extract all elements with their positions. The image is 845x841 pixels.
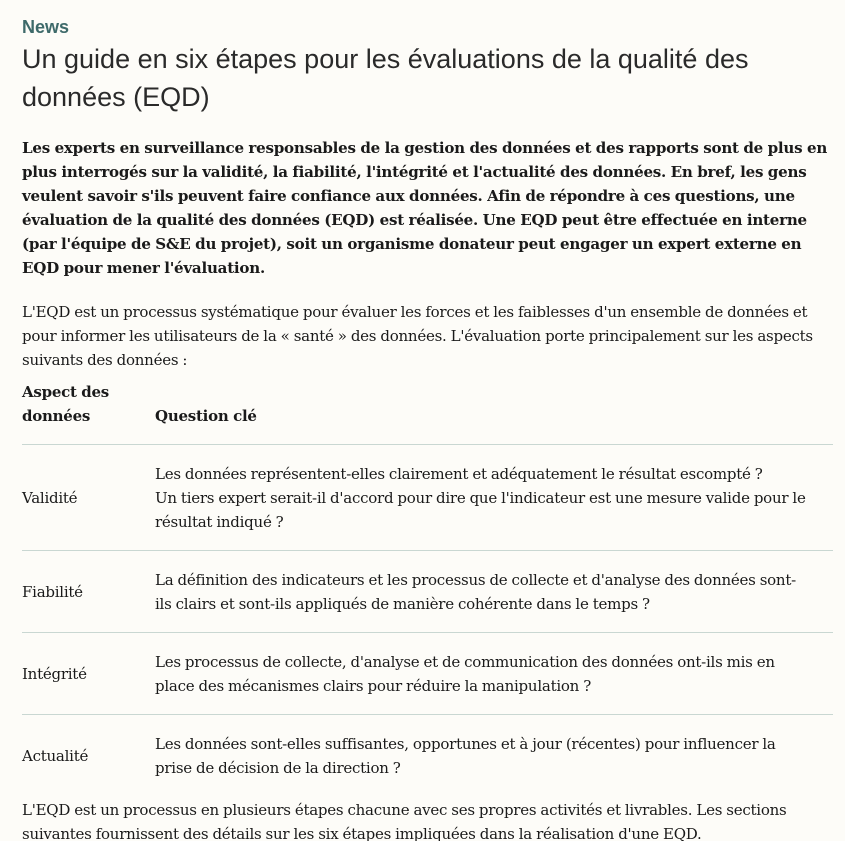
table-row <box>22 633 833 715</box>
row-aspect: Intégrité <box>22 664 87 683</box>
row-aspect: Validité <box>22 488 78 507</box>
table-row <box>22 445 833 551</box>
row-aspect: Actualité <box>22 746 89 765</box>
header-aspect <box>22 372 155 445</box>
table-row <box>22 715 833 797</box>
article-intro: L'EQD est un processus systématique pour évaluer les forces et les faiblesses d'un ensemble de données et pour informer les utilisateurs de la « santé » des données. L'évaluation porte principalement sur les aspects suivants des données : <box>22 303 813 369</box>
row-question <box>155 633 833 715</box>
row-question-text: La définition des indicateurs et les processus de collecte et d'analyse des données sont-ils clairs et sont-ils appliqués de manière cohérente dans le temps ? <box>155 570 796 613</box>
table-row <box>22 551 833 633</box>
table-header-row <box>22 372 833 445</box>
article <box>22 14 834 841</box>
header-question: Question clé <box>155 407 257 425</box>
category-label[interactable]: News <box>22 17 70 37</box>
header-aspect-label: Aspect des données <box>22 383 109 425</box>
row-question <box>155 715 833 797</box>
article-outro: L'EQD est un processus en plusieurs étapes chacune avec ses propres activités et livrables. Les sections suivantes fournissent des détails sur les six étapes impliquées dans la réalisation d'une EQD. <box>22 801 787 841</box>
row-question <box>155 551 833 633</box>
row-question-line: Un tiers expert serait-il d'accord pour dire que l'indicateur est une mesure valide pour le résultat indiqué ? <box>155 488 806 531</box>
article-title: Un guide en six étapes pour les évaluations de la qualité des données (EQD) <box>22 44 749 112</box>
row-question <box>155 445 833 551</box>
row-question-line: Les données représentent-elles clairement et adéquatement le résultat escompté ? <box>155 464 763 483</box>
data-aspects-table <box>22 372 833 796</box>
row-question-text: Les données sont-elles suffisantes, opportunes et à jour (récentes) pour influencer la prise de décision de la direction ? <box>155 734 776 777</box>
row-question-text: Les processus de collecte, d'analyse et de communication des données ont-ils mis en place des mécanismes clairs pour réduire la manipulation ? <box>155 652 775 695</box>
article-lead: Les experts en surveillance responsables de la gestion des données et des rapports sont de plus en plus interrogés sur la validité, la fiabilité, l'intégrité et l'actualité des données. En bref, les gens veulent savoir s'ils peuvent faire confiance aux données. Afin de répondre à ces questions, une évaluation de la qualité des données (EQD) est réalisée. Une EQD peut être effectuée en interne (par l'équipe de S&E du projet), soit un organisme donateur peut engager un expert externe en EQD pour mener l'évaluation. <box>22 139 828 277</box>
row-aspect: Fiabilité <box>22 582 83 601</box>
